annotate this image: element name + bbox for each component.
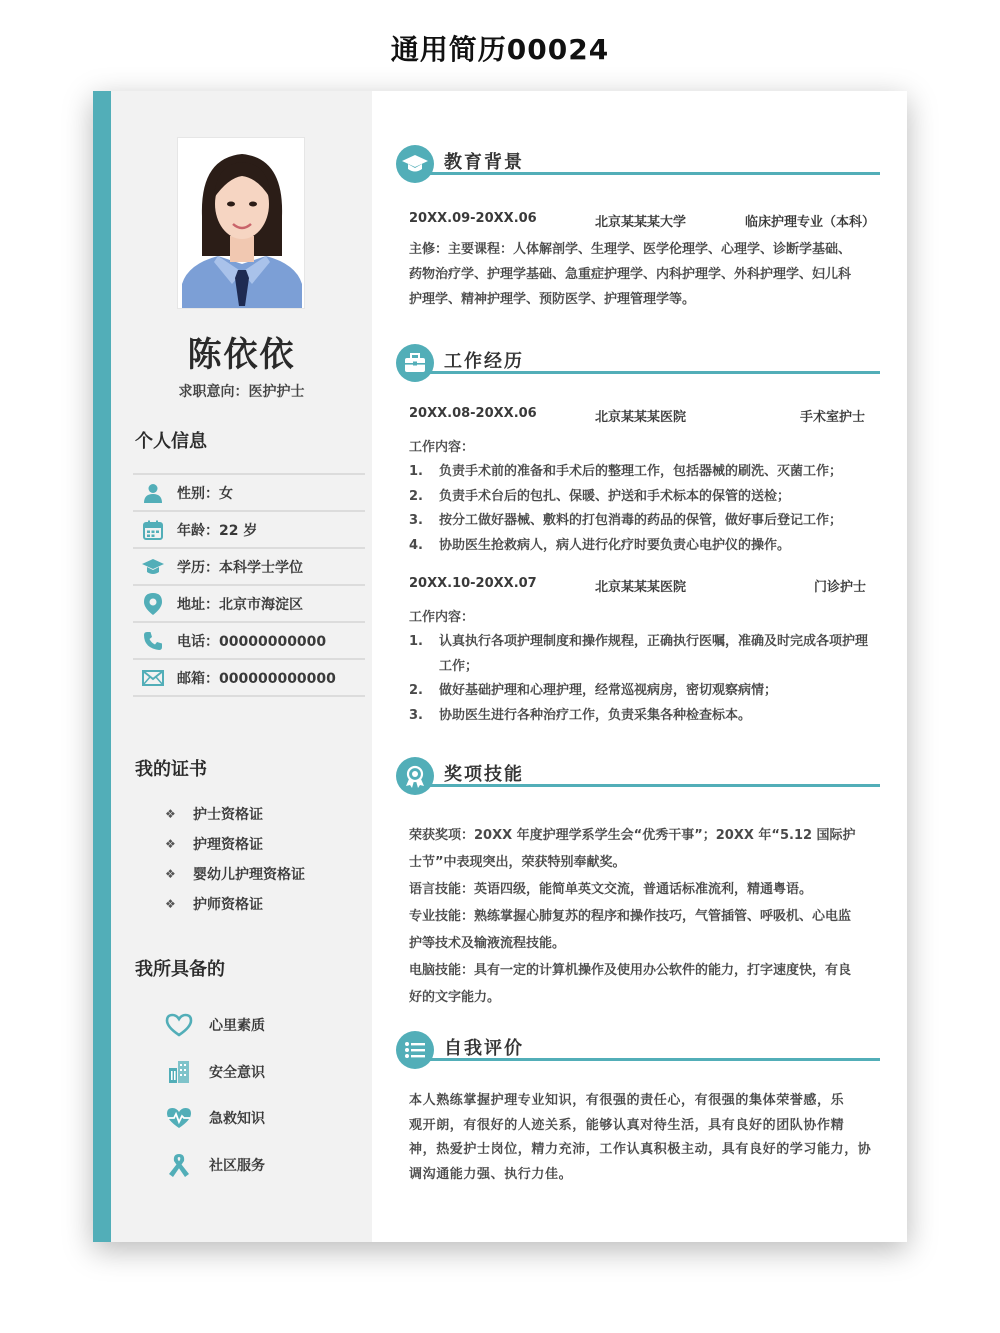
list-icon [396, 1031, 434, 1069]
calendar-icon [135, 520, 171, 540]
graduation-cap-icon [135, 558, 171, 576]
job-duties-list [409, 630, 880, 728]
certificate-label: 护师资格证 [193, 897, 263, 913]
heartbeat-icon [161, 1106, 197, 1130]
education-section [396, 145, 880, 312]
list-item [161, 1049, 265, 1096]
item-number: 2. [409, 488, 423, 504]
job-content-label: 工作内容： [409, 610, 475, 625]
list-item [409, 630, 880, 679]
work-section [396, 344, 880, 728]
self-evaluation-line: 本人熟练掌握护理专业知识，有很强的责任心，有很强的集体荣誉感，乐 [409, 1093, 845, 1108]
awards-text-line: 语言技能：英语四级，能简单英文交流，普通话标准流利，精通粤语。 [409, 882, 813, 897]
info-item-label: 学历：本科学士学位 [177, 559, 303, 576]
self-evaluation-section [396, 1031, 880, 1187]
diamond-bullet-icon: ❖ [165, 897, 176, 911]
heart-icon [161, 1013, 197, 1037]
info-item-age [133, 512, 365, 549]
item-text: 认真执行各项护理制度和操作规程，正确执行医嘱，准确及时完成各项护理工作； [439, 634, 869, 674]
item-text: 按分工做好器械、敷料的打包消毒的药品的保管，做好事后登记工作； [439, 513, 843, 528]
certificates-heading: 我的证书 [135, 759, 207, 780]
item-text: 协助医生进行各种治疗工作，负责采集各种检查标本。 [439, 707, 752, 723]
certificates-list [165, 799, 305, 919]
list-item [165, 889, 305, 919]
info-item-label: 地址：北京市海淀区 [177, 596, 303, 613]
item-number: 4. [409, 537, 423, 553]
list-item [409, 485, 880, 510]
education-school: 北京某某某大学 [595, 215, 687, 230]
info-item-label: 邮箱：000000000000 [177, 670, 336, 687]
self-evaluation-line: 调沟通能力强、执行力佳。 [409, 1166, 573, 1182]
job-content-label: 工作内容： [409, 440, 475, 455]
abilities-heading: 我所具备的 [135, 959, 225, 980]
info-item-email [133, 660, 365, 697]
info-item-label: 年龄：22 岁 [177, 522, 258, 539]
document-title: 通用简历00024 [390, 33, 610, 66]
job-period: 20XX.10-20XX.07 [409, 576, 537, 591]
diamond-bullet-icon: ❖ [165, 867, 176, 881]
job-role: 手术室护士 [800, 410, 866, 425]
resume-page [93, 91, 907, 1242]
profile-photo [177, 137, 305, 309]
list-item [409, 704, 880, 729]
job-duties-list [409, 460, 880, 558]
list-item [165, 859, 305, 889]
ability-label: 安全意识 [209, 1064, 265, 1081]
list-item [409, 460, 880, 485]
ribbon-icon [161, 1152, 197, 1178]
ability-label: 急救知识 [209, 1111, 265, 1128]
section-title: 自我评价 [444, 1038, 524, 1059]
mail-icon [135, 670, 171, 686]
awards-section [396, 757, 880, 1011]
award-badge-icon [396, 757, 434, 795]
info-item-label: 电话：00000000000 [177, 633, 327, 650]
section-title: 奖项技能 [444, 764, 524, 785]
section-title: 工作经历 [444, 351, 524, 372]
awards-text-line: 好的文字能力。 [409, 990, 501, 1005]
job-role: 门诊护士 [814, 580, 867, 595]
list-item [161, 1002, 265, 1049]
list-item [165, 829, 305, 859]
accent-bar [93, 91, 111, 1242]
item-number: 2. [409, 683, 423, 698]
awards-text-line: 电脑技能：具有一定的计算机操作及使用办公软件的能力，打字速度快，有良 [409, 963, 852, 978]
personal-info-list [133, 473, 365, 697]
graduation-cap-icon [396, 145, 434, 183]
person-icon [135, 483, 171, 503]
job-organization: 北京某某某医院 [595, 410, 687, 425]
awards-text-line: 护等技术及输液流程技能。 [409, 936, 566, 951]
awards-text-line: 士节”中表现突出，荣获特别奉献奖。 [409, 855, 626, 870]
education-major: 临床护理专业（本科） [745, 215, 876, 230]
list-item [409, 509, 880, 534]
diamond-bullet-icon: ❖ [165, 837, 176, 851]
diamond-bullet-icon: ❖ [165, 807, 176, 821]
certificate-label: 婴幼儿护理资格证 [193, 867, 305, 883]
ability-label: 社区服务 [209, 1157, 265, 1174]
certificate-label: 护理资格证 [193, 837, 263, 853]
item-text: 协助医生抢救病人，病人进行化疗时要负责心电护仪的操作。 [439, 537, 791, 553]
section-title: 教育背景 [444, 152, 524, 173]
education-period: 20XX.09-20XX.06 [409, 211, 537, 226]
ability-label: 心里素质 [209, 1018, 265, 1035]
list-item [161, 1142, 265, 1189]
candidate-name: 陈依依 [187, 335, 296, 375]
buildings-icon [161, 1060, 197, 1084]
item-number: 1. [409, 464, 423, 479]
awards-text-line: 专业技能：熟练掌握心肺复苏的程序和操作技巧，气管插管、呼吸机、心电监 [409, 909, 852, 924]
job-intent: 求职意向：医护护士 [178, 384, 305, 400]
item-number: 1. [409, 634, 423, 649]
list-item [409, 679, 880, 704]
info-item-gender [133, 475, 365, 512]
location-pin-icon [135, 593, 171, 615]
item-number: 3. [409, 513, 423, 528]
personal-info-heading: 个人信息 [135, 431, 207, 452]
awards-text-line: 荣获奖项：20XX 年度护理学系学生会“优秀干事”；20XX 年“5.12 国际护 [409, 828, 856, 843]
list-item [409, 534, 880, 559]
education-text-line: 主修：主要课程：人体解剖学、生理学、医学伦理学、心理学、诊断学基础、 [409, 242, 852, 257]
education-text-line: 护理学、精神护理学、预防医学、护理管理学等。 [409, 292, 696, 307]
briefcase-icon [396, 344, 434, 382]
self-evaluation-line: 神，热爱护士岗位，精力充沛，工作认真积极主动，具有良好的学习能力，协 [409, 1142, 872, 1157]
list-item [161, 1095, 265, 1142]
abilities-list [161, 1002, 265, 1188]
info-item-education [133, 549, 365, 586]
info-item-phone [133, 623, 365, 660]
item-number: 3. [409, 707, 423, 723]
item-text: 负责手术台后的包扎、保暖、护送和手术标本的保管的送检； [439, 488, 791, 504]
job-organization: 北京某某某医院 [595, 580, 687, 595]
self-evaluation-line: 观开朗，有很好的人迹关系，能够认真对待生活，具有良好的团队协作精 [409, 1117, 845, 1133]
job-period: 20XX.08-20XX.06 [409, 406, 537, 421]
phone-icon [135, 631, 171, 651]
education-text-line: 药物治疗学、护理学基础、急重症护理学、内科护理学、外科护理学、妇儿科 [409, 267, 852, 282]
info-item-address [133, 586, 365, 623]
list-item [165, 799, 305, 829]
item-text: 负责手术前的准备和手术后的整理工作，包括器械的刷洗、灭菌工作； [439, 464, 843, 479]
item-text: 做好基础护理和心理护理，经常巡视病房，密切观察病情； [439, 683, 778, 698]
certificate-label: 护士资格证 [193, 807, 263, 823]
info-item-label: 性别：女 [177, 485, 233, 502]
